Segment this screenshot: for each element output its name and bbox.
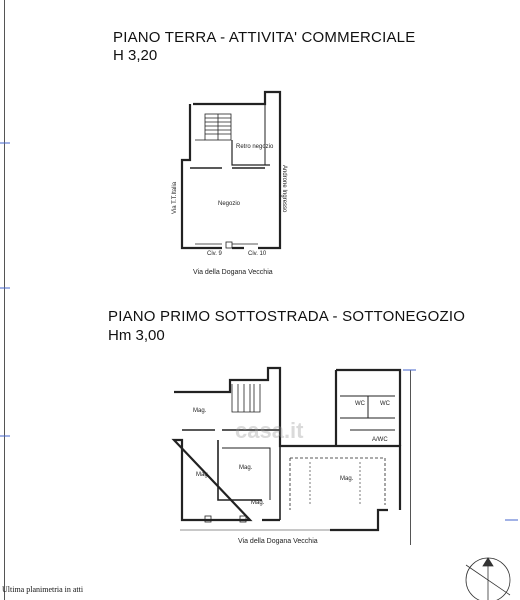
room-negozio-label: Negozio (218, 201, 241, 207)
basement-title: PIANO PRIMO SOTTOSTRADA - SOTTONEGOZIO (108, 308, 466, 325)
civico-10: Civ. 10 (248, 251, 267, 257)
ground-floor-height: H 3,20 (113, 47, 158, 64)
footer-note: Ultima planimetria in atti (2, 585, 84, 594)
room-mag-3: Mag. (239, 465, 253, 471)
ground-floor-street: Via della Dogana Vecchia (193, 269, 273, 276)
room-wc-2: WC (380, 401, 390, 407)
basement-height: Hm 3,00 (108, 327, 165, 344)
ground-floor-title: PIANO TERRA - ATTIVITA' COMMERCIALE (113, 29, 416, 46)
ground-floor-plan (182, 92, 280, 248)
room-awc: A/WC (372, 437, 388, 443)
left-street-label: Via T.T.Italia (172, 181, 178, 214)
civico-9: Civ. 9 (207, 251, 222, 257)
room-retro-label: Retro negozio (236, 144, 274, 150)
room-mag-1: Mag. (193, 408, 207, 414)
room-mag-2: Mag. (196, 472, 210, 478)
basement-plan (174, 368, 400, 530)
right-street-label: Androne Ingresso (281, 165, 287, 213)
room-mag-4: Mag. (251, 500, 265, 506)
basement-street: Via della Dogana Vecchia (238, 538, 318, 545)
room-wc-1: WC (355, 401, 365, 407)
watermark-logo: casa.it (235, 418, 304, 443)
north-arrow (466, 558, 510, 600)
room-mag-5: Mag. (340, 476, 354, 482)
